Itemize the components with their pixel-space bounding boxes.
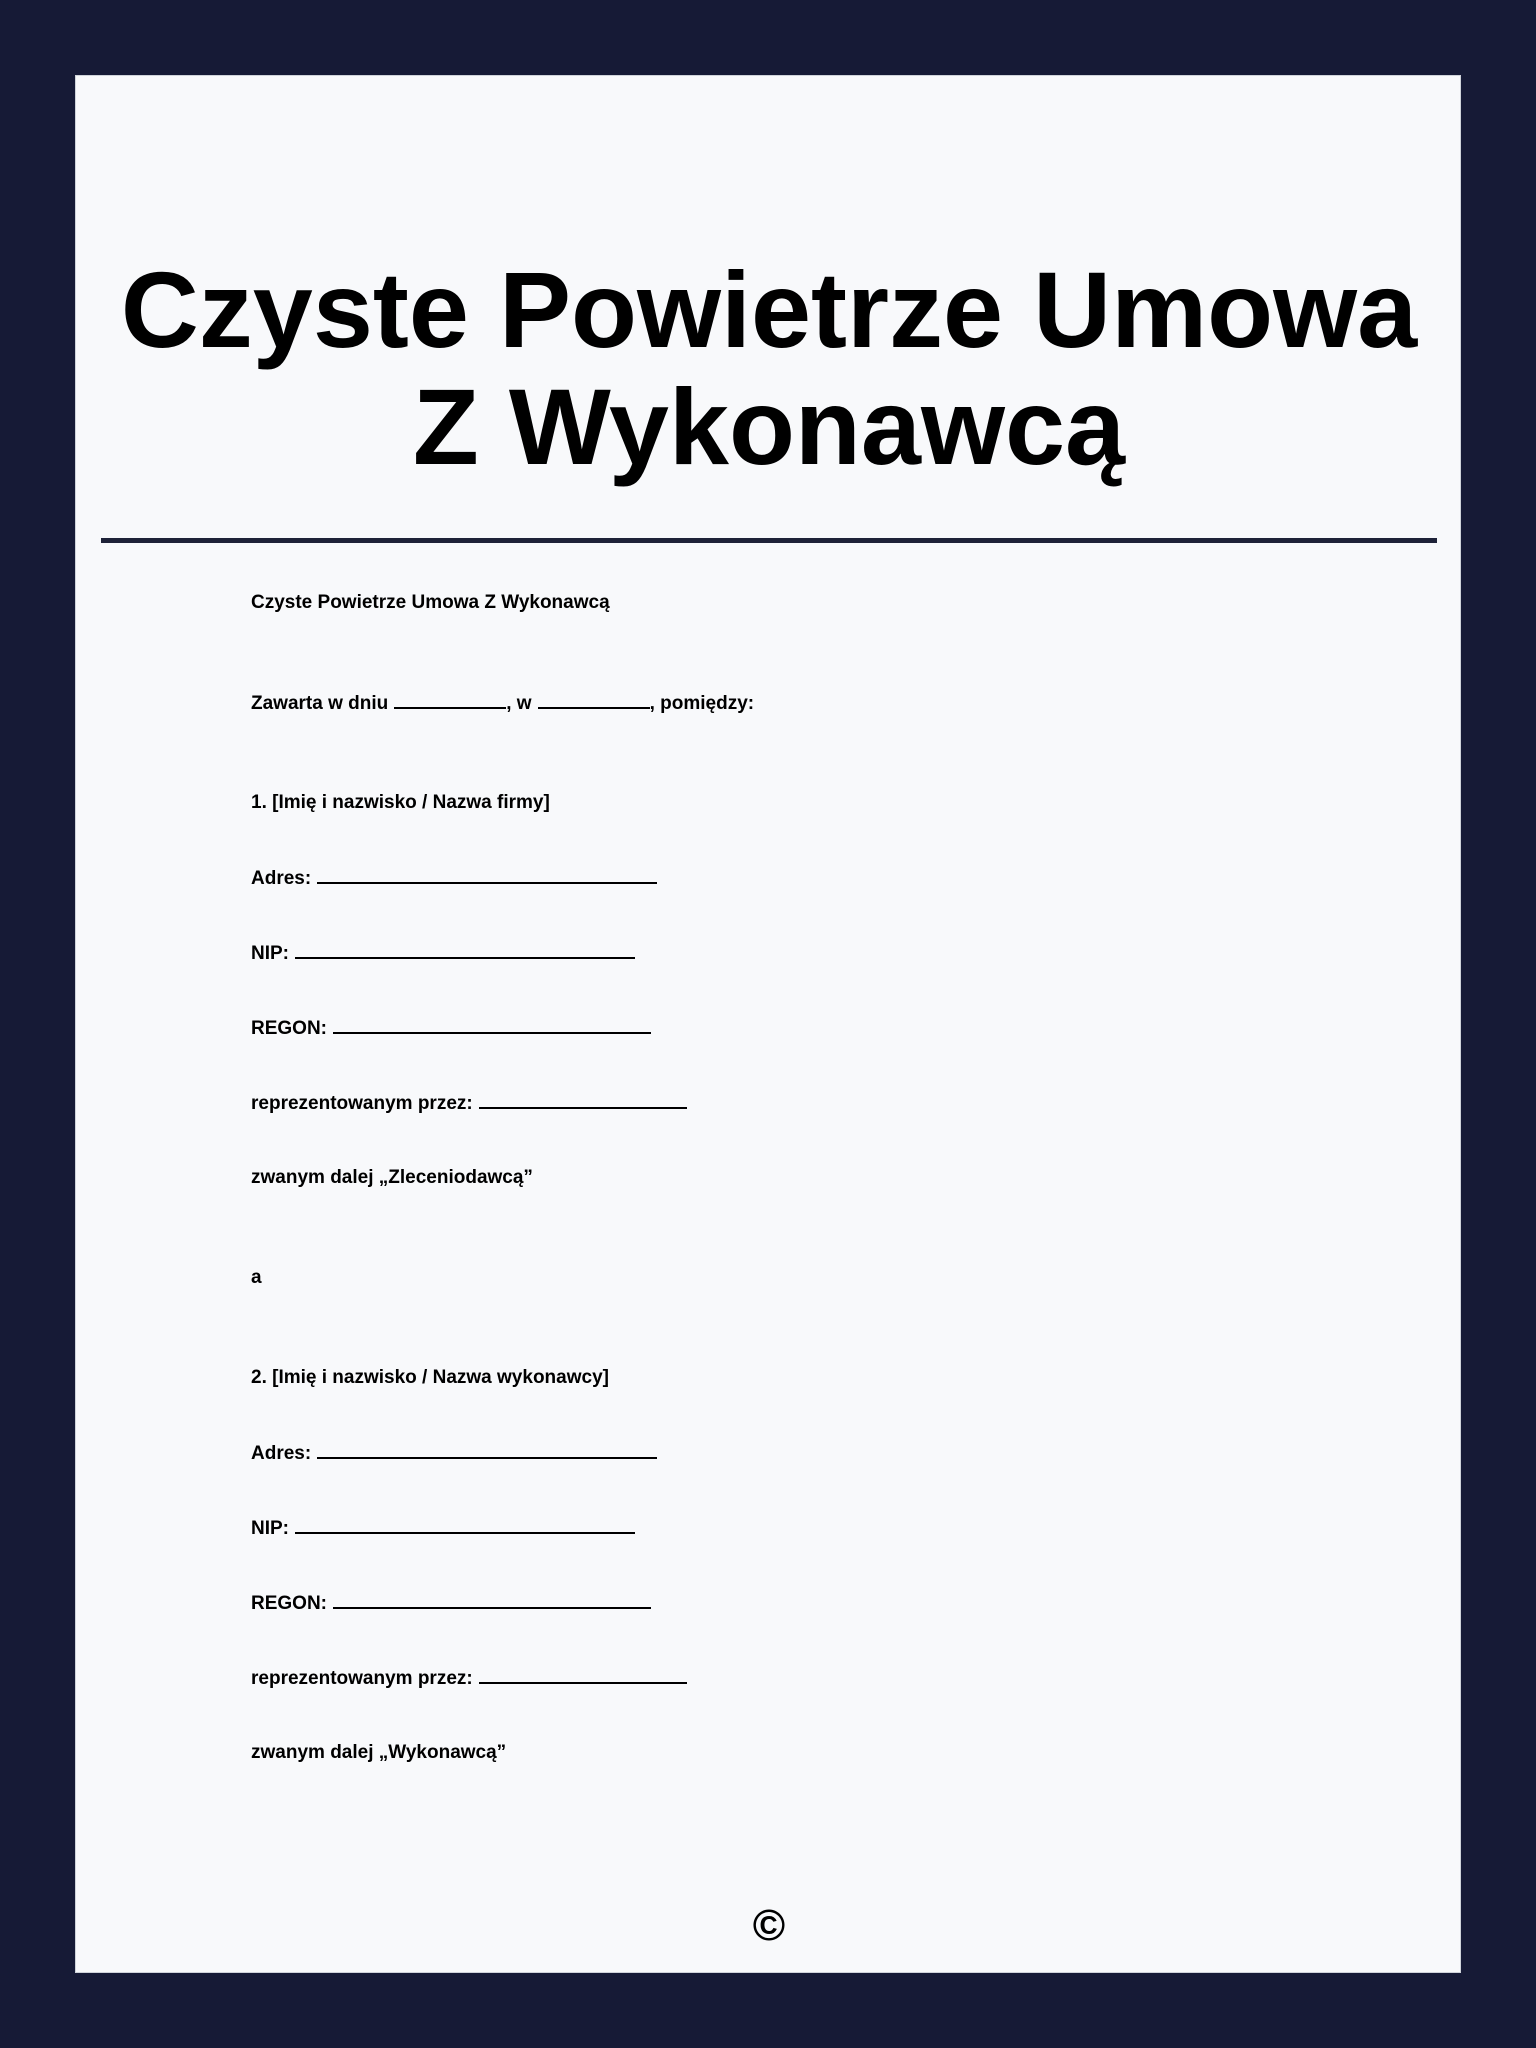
place-blank [538, 691, 650, 709]
intro-middle: , w [506, 693, 532, 714]
party1-nip-line [251, 941, 635, 966]
party1-alias: zwanym dalej „Zleceniodawcą” [251, 1167, 533, 1188]
party2-address-line [251, 1441, 657, 1466]
party2-heading: 2. [Imię i nazwisko / Nazwa wykonawcy] [251, 1367, 609, 1388]
copyright-icon: © [752, 1901, 786, 1950]
party2-nip-blank [295, 1516, 635, 1534]
party2-regon-line [251, 1591, 651, 1616]
party1-nip-blank [295, 941, 635, 959]
conjunction: a [251, 1267, 262, 1288]
party1-regon-label: REGON: [251, 1018, 327, 1039]
party2-regon-label: REGON: [251, 1593, 327, 1614]
party1-address-line [251, 866, 657, 891]
party1-regon-blank [333, 1016, 651, 1034]
party1-regon-line [251, 1016, 651, 1041]
party1-rep-label: reprezentowanym przez: [251, 1093, 473, 1114]
party2-rep-line [251, 1666, 687, 1691]
party2-nip-label: NIP: [251, 1518, 289, 1539]
intro-line [251, 691, 754, 716]
title-divider [101, 538, 1437, 543]
document-page [75, 75, 1461, 1973]
intro-suffix: , pomiędzy: [649, 693, 755, 714]
party2-rep-label: reprezentowanym przez: [251, 1668, 473, 1689]
party1-rep-blank [479, 1091, 687, 1109]
party2-regon-blank [333, 1591, 651, 1609]
party1-nip-label: NIP: [251, 943, 289, 964]
party2-rep-blank [479, 1666, 687, 1684]
document-subtitle: Czyste Powietrze Umowa Z Wykonawcą [251, 592, 610, 613]
party1-address-blank [317, 866, 657, 884]
party2-nip-line [251, 1516, 635, 1541]
party1-rep-line [251, 1091, 687, 1116]
party2-address-blank [317, 1441, 657, 1459]
party1-heading: 1. [Imię i nazwisko / Nazwa firmy] [251, 792, 550, 813]
party2-address-label: Adres: [251, 1443, 312, 1464]
page-title: Czyste Powietrze Umowa Z Wykonawcą [120, 249, 1418, 487]
party1-address-label: Adres: [251, 868, 312, 889]
date-blank [394, 691, 506, 709]
party2-alias: zwanym dalej „Wykonawcą” [251, 1742, 507, 1763]
intro-prefix: Zawarta w dniu [251, 693, 389, 714]
